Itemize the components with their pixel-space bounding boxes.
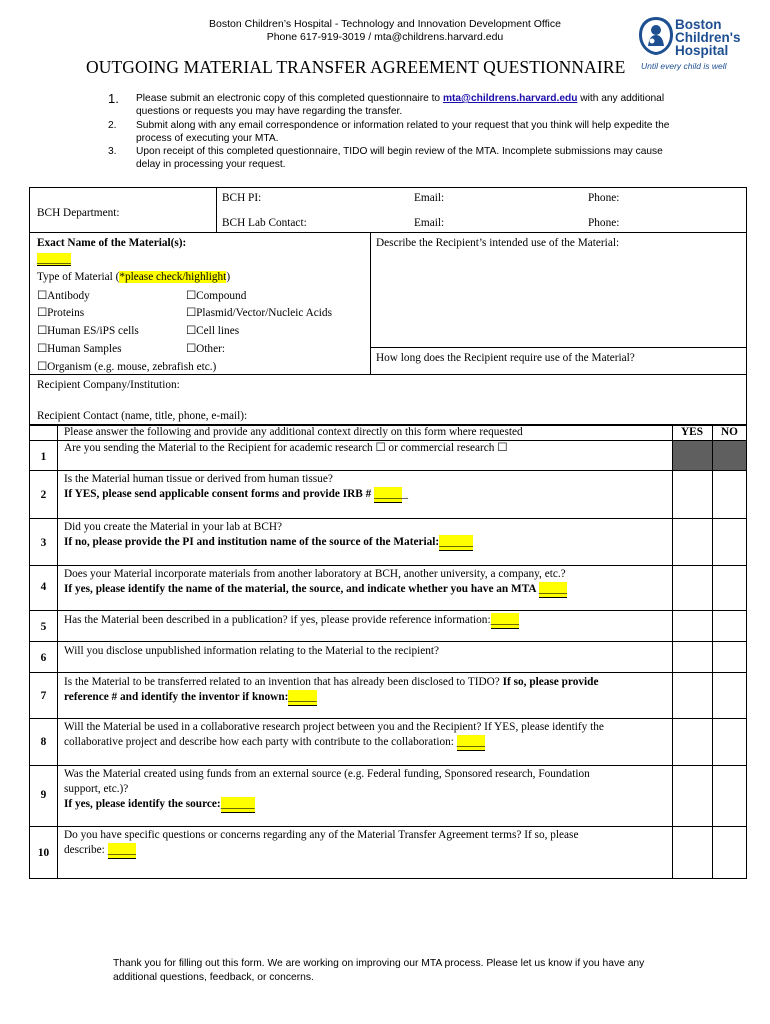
checkbox-plasmid[interactable]: ☐Plasmid/Vector/Nucleic Acids	[186, 307, 332, 319]
checkbox-other[interactable]: ☐Other:	[186, 343, 225, 355]
logo-line2: Children's	[675, 30, 741, 45]
source-pi-field[interactable]: ______	[439, 535, 473, 551]
material-type-label: Type of Material (*please check/highlight)	[37, 271, 231, 283]
checkbox-human-es[interactable]: ☐Human ES/iPS cells	[37, 325, 139, 337]
mta-source-field[interactable]: _____	[539, 582, 567, 598]
pi-phone-field[interactable]: Phone:	[588, 192, 620, 204]
recipient-contact-field[interactable]: Recipient Contact (name, title, phone, e-mail):	[37, 410, 248, 422]
instruction-item: 1. Please submit an electronic copy of this completed questionnaire to mta@childrens.harvard.edu with any additional questions or requests you may have regarding the transfer.	[108, 91, 665, 118]
checkbox-compound[interactable]: ☐Compound	[186, 290, 247, 302]
material-name-field[interactable]: ______	[37, 253, 71, 265]
logo-tagline: Until every child is well	[641, 61, 727, 71]
yes-column-header: YES	[681, 426, 703, 438]
collaboration-description-field[interactable]: _____	[457, 735, 485, 751]
intended-use-field[interactable]: Describe the Recipient’s intended use of the Material:	[376, 237, 620, 249]
no-column-header: NO	[721, 426, 738, 438]
office-name: Boston Children’s Hospital - Technology and Innovation Development Office	[209, 18, 561, 30]
logo-line1: Boston	[675, 17, 722, 32]
checkbox-antibody[interactable]: ☐Antibody	[37, 290, 90, 302]
instruction-item: 2. Submit along with any email correspondence or information related to your request that you think will help expedite the process of executing your MTA.	[108, 119, 670, 144]
checkbox-proteins[interactable]: ☐Proteins	[37, 307, 85, 319]
hospital-logo-icon	[638, 16, 674, 56]
inventor-reference-field[interactable]: _____	[288, 690, 316, 706]
questions-instruction: Please answer the following and provide any additional context directly on this form where requested	[64, 426, 523, 438]
q1-no-cell-disabled	[713, 441, 746, 470]
publication-reference-field[interactable]: _____	[491, 613, 519, 629]
pi-email-field[interactable]: Email:	[414, 192, 445, 204]
recipient-company-field[interactable]: Recipient Company/Institution:	[37, 379, 180, 391]
footer-note: Thank you for filling out this form. We are working on improving our MTA process. Please let us know if you have any additional questions, feedback, or concerns.	[113, 958, 645, 983]
bch-lab-contact-field[interactable]: BCH Lab Contact:	[222, 217, 307, 229]
duration-field[interactable]: How long does the Recipient require use of the Material?	[376, 352, 635, 364]
material-name-label: Exact Name of the Material(s):	[37, 237, 187, 249]
checkbox-human-samples[interactable]: ☐Human Samples	[37, 343, 122, 355]
bch-department-field[interactable]: BCH Department:	[37, 207, 120, 219]
bch-pi-field[interactable]: BCH PI:	[222, 192, 262, 204]
instructions-list	[108, 92, 688, 172]
funding-source-field[interactable]: ______	[221, 797, 255, 813]
email-link[interactable]: mta@childrens.harvard.edu	[442, 93, 578, 104]
irb-number-field[interactable]: _____	[374, 487, 402, 503]
hospital-logo	[638, 16, 748, 74]
checkbox-organism[interactable]: ☐Organism (e.g. mouse, zebrafish etc.)	[37, 361, 217, 373]
page-title: OUTGOING MATERIAL TRANSFER AGREEMENT QUESTIONNAIRE	[86, 57, 626, 77]
logo-line3: Hospital	[675, 43, 729, 58]
lab-phone-field[interactable]: Phone:	[588, 217, 620, 229]
office-contact: Phone 617-919-3019 / mta@childrens.harvard.edu	[266, 31, 504, 43]
checkbox-cell-lines[interactable]: ☐Cell lines	[186, 325, 240, 337]
lab-email-field[interactable]: Email:	[414, 217, 445, 229]
mta-terms-questions-field[interactable]: _____	[108, 843, 136, 859]
instruction-item: 3. Upon receipt of this completed questionnaire, TIDO will begin review of the MTA. Incomplete submissions may cause delay in processing your request.	[108, 146, 663, 171]
q1-yes-cell-disabled	[673, 441, 712, 470]
